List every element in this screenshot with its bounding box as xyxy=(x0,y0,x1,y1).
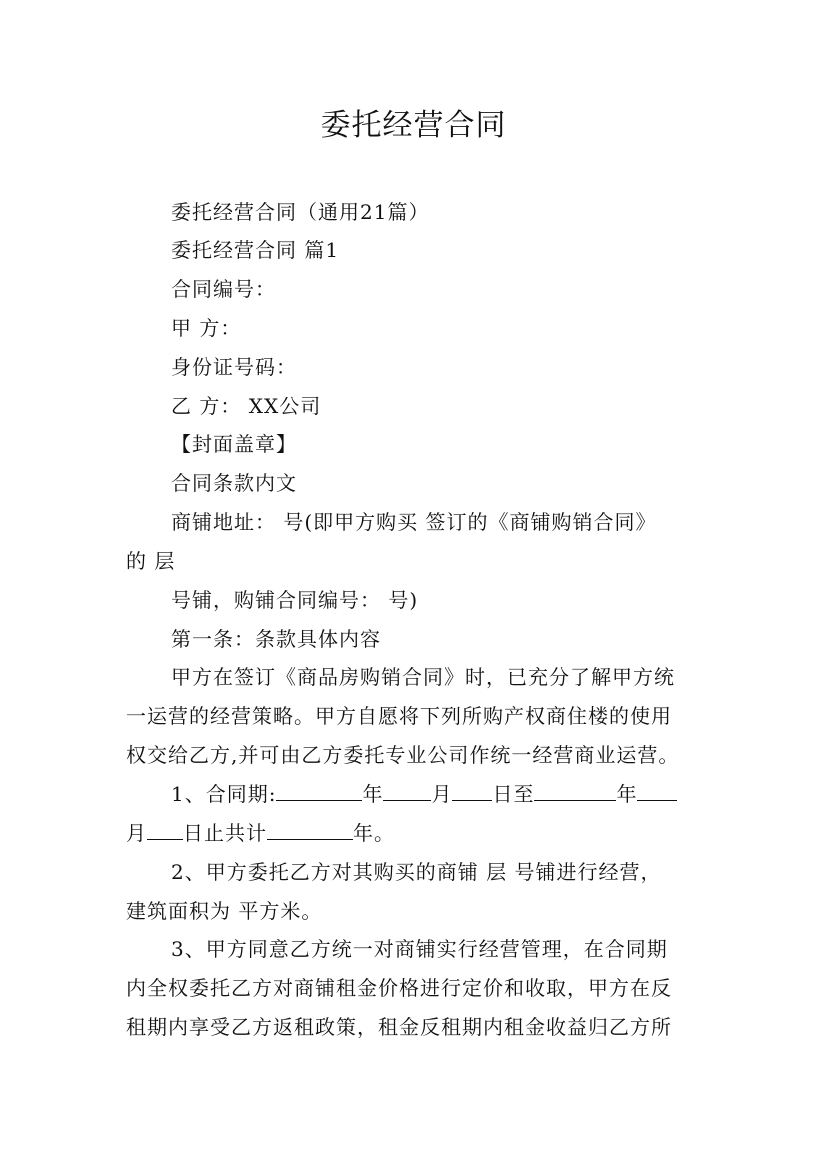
month-label: 月 xyxy=(431,782,453,806)
shop-address-continued: 的 层 xyxy=(126,549,176,573)
party-b-line: 乙 方： XX公司 xyxy=(171,394,322,418)
blank-field xyxy=(637,780,677,801)
shop-address-line: 商铺地址： 号(即甲方购买 签订的《商铺购销合同》 xyxy=(171,510,657,534)
subtitle-line: 委托经营合同（通用21篇） xyxy=(171,200,430,224)
year-label: 年 xyxy=(616,782,638,806)
article-one-heading: 第一条：条款具体内容 xyxy=(171,627,381,651)
paragraph-line: 一运营的经营策略。甲方自愿将下列所购产权商住楼的使用 xyxy=(126,704,672,728)
blank-field xyxy=(147,819,183,840)
shop-number-line: 号铺，购铺合同编号： 号) xyxy=(171,588,419,612)
blank-field xyxy=(452,780,492,801)
year-end-label: 年。 xyxy=(353,821,395,845)
clause-two-continued: 建筑面积为 平方米。 xyxy=(126,899,323,923)
blank-field xyxy=(534,780,616,801)
party-a-label: 甲 方： xyxy=(171,316,242,340)
contract-period-continued xyxy=(126,819,395,847)
day-total-label: 日止共计 xyxy=(183,821,267,845)
contract-number-label: 合同编号： xyxy=(171,277,276,301)
clause-three-continued: 租期内享受乙方返租政策，租金反租期内租金收益归乙方所 xyxy=(126,1015,672,1039)
id-number-label: 身份证号码： xyxy=(171,355,297,379)
month-label: 月 xyxy=(126,821,147,845)
blank-field xyxy=(267,819,353,840)
paragraph-line: 权交给乙方,并可由乙方委托专业公司作统一经营商业运营。 xyxy=(126,743,680,767)
contract-period-label: 1、合同期: xyxy=(171,782,277,806)
clause-three-line: 3、甲方同意乙方统一对商铺实行经营管理，在合同期 xyxy=(171,937,668,961)
section-heading: 委托经营合同 篇1 xyxy=(171,238,340,262)
contract-body-heading: 合同条款内文 xyxy=(171,471,297,495)
cover-seal-note: 【封面盖章】 xyxy=(171,432,297,456)
clause-two-line: 2、甲方委托乙方对其购买的商铺 层 号铺进行经营， xyxy=(171,860,662,884)
clause-three-continued: 内全权委托乙方对商铺租金价格进行定价和收取，甲方在反 xyxy=(126,976,672,1000)
blank-field xyxy=(276,780,362,801)
year-label: 年 xyxy=(362,782,384,806)
blank-field xyxy=(383,780,431,801)
contract-period-line xyxy=(171,780,677,808)
document-title: 委托经营合同 xyxy=(320,108,507,143)
day-to-label: 日至 xyxy=(492,782,535,806)
paragraph-line: 甲方在签订《商品房购销合同》时，已充分了解甲方统 xyxy=(171,665,675,689)
